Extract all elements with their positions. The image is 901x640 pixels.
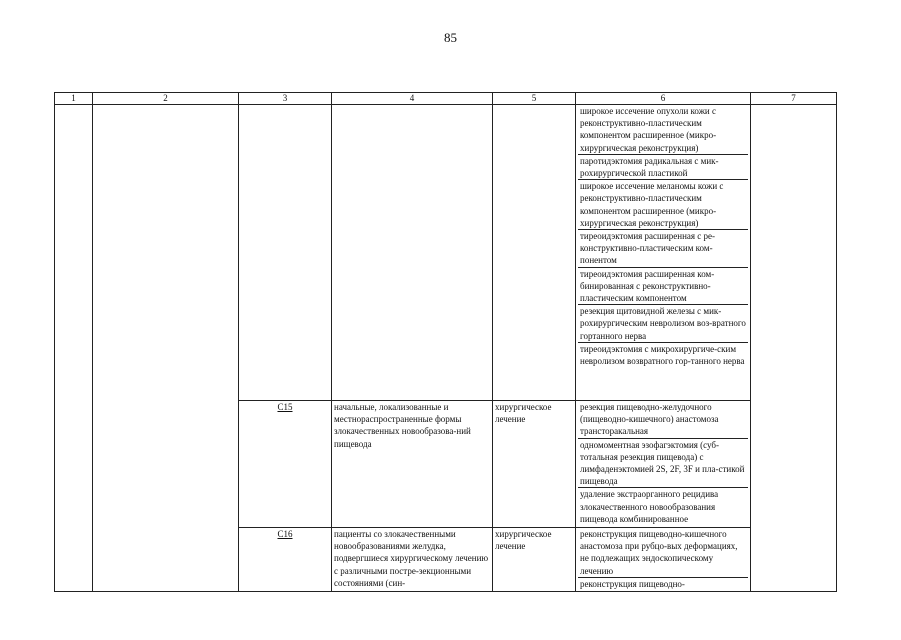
cell-col2 <box>93 105 239 592</box>
procedure-item: резекция пищеводно-желудочного (пищеводно-кишечного) анастомоза трансторакальная <box>578 401 748 439</box>
cell-description: начальные, локализованные и местнораспространенные формы злокачественных новообразова-ний пищевода <box>332 401 493 528</box>
page-number: 85 <box>444 30 457 45</box>
procedure-item: паротидэктомия радикальная с мик-рохирургической пластикой <box>578 155 748 180</box>
column-header: 3 <box>239 93 332 105</box>
procedure-item: тиреоидэктомия расширенная ком-бинированная с реконструктивно-пластическим компонентом <box>578 268 748 306</box>
procedure-item: тиреоидэктомия расширенная с ре-конструктивно-пластическим ком-понентом <box>578 230 748 268</box>
cell-treatment: хирургическое лечение <box>493 401 576 528</box>
cell-code <box>239 401 332 528</box>
procedure-item: резекция щитовидной железы с мик-рохирургическим невролизом воз-вратного гортанного нерва <box>578 305 748 343</box>
cell-description <box>332 105 493 401</box>
cell-treatment: хирургическое лечение <box>493 528 576 592</box>
procedure-item: реконструкция пищеводно-кишечного анастомоза при рубцо-вых деформациях, не подлежащих эндоскопическому лечению <box>578 528 748 578</box>
column-header: 6 <box>576 93 751 105</box>
cell-col1 <box>55 105 93 592</box>
diagnosis-code: C15 <box>277 402 293 412</box>
cell-code <box>239 105 332 401</box>
column-number-row <box>55 93 837 105</box>
cell-treatment <box>493 105 576 401</box>
cell-procedures <box>576 528 751 592</box>
cell-code <box>239 528 332 592</box>
column-header: 5 <box>493 93 576 105</box>
column-header: 7 <box>751 93 837 105</box>
procedure-item: одномоментная эзофагэктомия (суб-тотальная резекция пищевода) с лимфаденэктомией 2S, 2F, 3F и пла-стикой пищевода <box>578 439 748 489</box>
cell-col7 <box>751 105 837 592</box>
diagnosis-code: C16 <box>277 529 293 539</box>
procedure-item: реконструкция пищеводно- <box>580 578 685 589</box>
column-header: 2 <box>93 93 239 105</box>
column-header: 4 <box>332 93 493 105</box>
cell-procedures <box>576 401 751 528</box>
procedure-item: широкое иссечение меланомы кожи с реконструктивно-пластическим компонентом расширенное (микро-хирургическая реконструкция) <box>578 180 748 230</box>
procedure-item: широкое иссечение опухоли кожи с реконструктивно-пластическим компонентом расширенное (микро-хирургическая реконструкция) <box>578 105 748 155</box>
column-header: 1 <box>55 93 93 105</box>
cell-procedures <box>576 105 751 401</box>
services-table <box>54 92 837 592</box>
cell-description: пациенты со злокачественными новообразованиями желудка, подвергшиеся хирургическому лечению с различными постре-зекционными состояниями (син- <box>332 528 493 592</box>
procedure-item: тиреоидэктомия с микрохирургиче-ским невролизом возвратного гор-танного нерва <box>580 343 745 367</box>
procedure-item: удаление экстраорганного рецидива злокачественного новообразования пищевода комбинированное <box>580 489 719 524</box>
table-row <box>55 105 837 401</box>
